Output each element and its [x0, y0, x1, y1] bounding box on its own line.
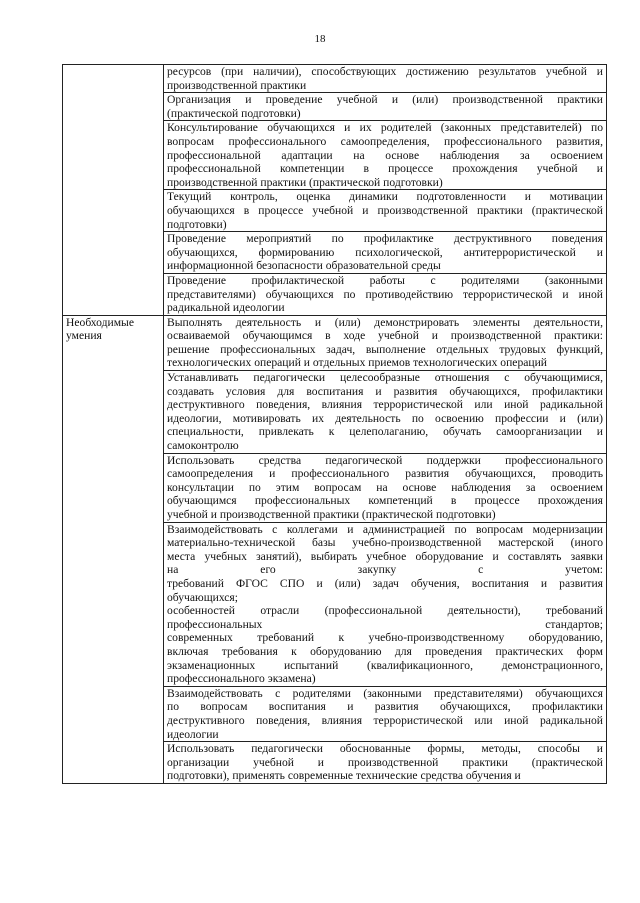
- content-line: Консультирование обучающихся и их родителей (законных представителей) по: [167, 121, 603, 135]
- content-cell: [164, 232, 607, 274]
- content-line: самоопределения и профессионального развития обучающихся, проводить: [167, 467, 603, 481]
- content-line: производственной практики (практической подготовки): [167, 175, 443, 189]
- content-line: Использовать средства педагогической поддержки профессионального: [167, 453, 603, 467]
- content-line: места учебных занятий), выбирать учебное оборудование и составлять заявки: [167, 549, 603, 563]
- content-cell: [164, 522, 607, 686]
- content-line: консультации по этим вопросам на основе наблюдения за освоением: [167, 480, 603, 494]
- content-line: самоконтролю: [167, 439, 239, 453]
- content-line: современных требований к учебно-производственному оборудованию,: [167, 631, 603, 645]
- content-line: особенностей отрасли (профессиональной деятельности), требований: [167, 604, 603, 618]
- content-line: Устанавливать педагогически целесообразные отношения с обучающимися,: [167, 371, 603, 385]
- content-line: на его закупку с учетом:: [167, 563, 603, 577]
- content-line: профессиональной компетенции в процессе прохождения учебной и: [167, 162, 603, 176]
- content-line: Взаимодействовать с родителями (законными представителями) обучающихся: [167, 686, 603, 700]
- content-line: Организация и проведение учебной и (или) производственной практики: [167, 93, 603, 107]
- row-label-line: Необходимые: [66, 315, 134, 329]
- content-line: Проведение мероприятий по профилактике деструктивного поведения: [167, 232, 603, 246]
- content-line: решение профессиональных задач, выполнение отдельных трудовых функций,: [167, 342, 603, 356]
- content-cell: [164, 742, 607, 784]
- content-cell: [164, 190, 607, 232]
- content-line: вопросам профессионального самоопределения, профессионального развития,: [167, 134, 603, 148]
- table-row: [63, 65, 607, 93]
- content-line: организации учебной и производственной практики (практической: [167, 755, 603, 769]
- content-line: информационной безопасности образовательной среды: [167, 259, 441, 273]
- content-line: осваиваемой обучающимся в ходе учебной и производственной практики:: [167, 329, 603, 343]
- content-cell: [164, 453, 607, 522]
- content-line: идеологии: [167, 727, 219, 741]
- content-line: обучающихся;: [167, 590, 238, 604]
- content-line: включая требования к оборудованию для проведения практических форм: [167, 644, 603, 658]
- content-cell: [164, 65, 607, 93]
- content-line: по вопросам воспитания и развития обучающихся, профилактики: [167, 700, 603, 714]
- table-row: [63, 315, 607, 370]
- content-line: профессиональной адаптации на основе наблюдения за освоением: [167, 148, 603, 162]
- content-line: профессиональных стандартов;: [167, 617, 603, 631]
- content-line: производственной практики: [167, 78, 307, 92]
- content-line: подготовки), применять современные технические средства обучения и: [167, 769, 521, 783]
- content-line: обучающимся профессиональных компетенций в процессе прохождения: [167, 494, 603, 508]
- content-line: обучающихся в процессе учебной и производственной практики (практической: [167, 203, 603, 217]
- content-line: Выполнять деятельность и (или) демонстрировать элементы деятельности,: [167, 315, 603, 329]
- content-cell: [164, 273, 607, 315]
- content-cell: [164, 315, 607, 370]
- content-line: профессионального экзамена): [167, 672, 316, 686]
- content-line: технологических операций и отдельных приемов технологических операций: [167, 356, 548, 370]
- content-line: деструктивного поведения, влияния террористической или иной радикальной: [167, 398, 603, 412]
- row-label-cell: [63, 65, 164, 316]
- content-cell: [164, 93, 607, 121]
- content-line: обучающихся, формированию психологической, антитеррористической и: [167, 245, 603, 259]
- content-line: идеологии, мотивировать их деятельность по освоению профессии и (или): [167, 411, 603, 425]
- row-label-line: умения: [66, 329, 102, 343]
- competency-table: [62, 64, 607, 784]
- content-cell: [164, 371, 607, 454]
- content-line: Использовать педагогически обоснованные формы, методы, способы и: [167, 742, 603, 756]
- row-label-cell: [63, 315, 164, 783]
- content-line: Текущий контроль, оценка динамики подготовленности и мотивации: [167, 190, 603, 204]
- content-line: подготовки): [167, 217, 227, 231]
- content-line: учебной и производственной практики (практической подготовки): [167, 508, 496, 521]
- content-cell: [164, 121, 607, 190]
- content-line: специальности, привлекать к целеполаганию, обучать самоорганизации и: [167, 425, 603, 439]
- content-line: (практической подготовки): [167, 106, 301, 120]
- content-line: требований ФГОС СПО и (или) задач обучения, воспитания и развития: [167, 576, 603, 590]
- content-cell: [164, 686, 607, 741]
- content-line: деструктивного поведения, влияния террористической или иной радикальной: [167, 713, 603, 727]
- content-line: Проведение профилактической работы с родителями (законными: [167, 273, 603, 287]
- content-line: Взаимодействовать с коллегами и администрацией по вопросам модернизации: [167, 522, 603, 536]
- page-number: 18: [314, 33, 326, 45]
- content-line: представителями) обучающихся по противодействию террористической и иной: [167, 287, 603, 301]
- content-line: экзаменационных испытаний (квалификационного, демонстрационного,: [167, 658, 603, 672]
- table-body: [63, 65, 607, 784]
- content-line: создавать условия для воспитания и развития обучающихся, профилактики: [167, 384, 603, 398]
- content-line: материально-технической базы учебно-производственной мастерской (иного: [167, 536, 603, 550]
- content-line: ресурсов (при наличии), способствующих достижению результатов учебной и: [167, 65, 603, 78]
- content-line: радикальной идеологии: [167, 301, 285, 315]
